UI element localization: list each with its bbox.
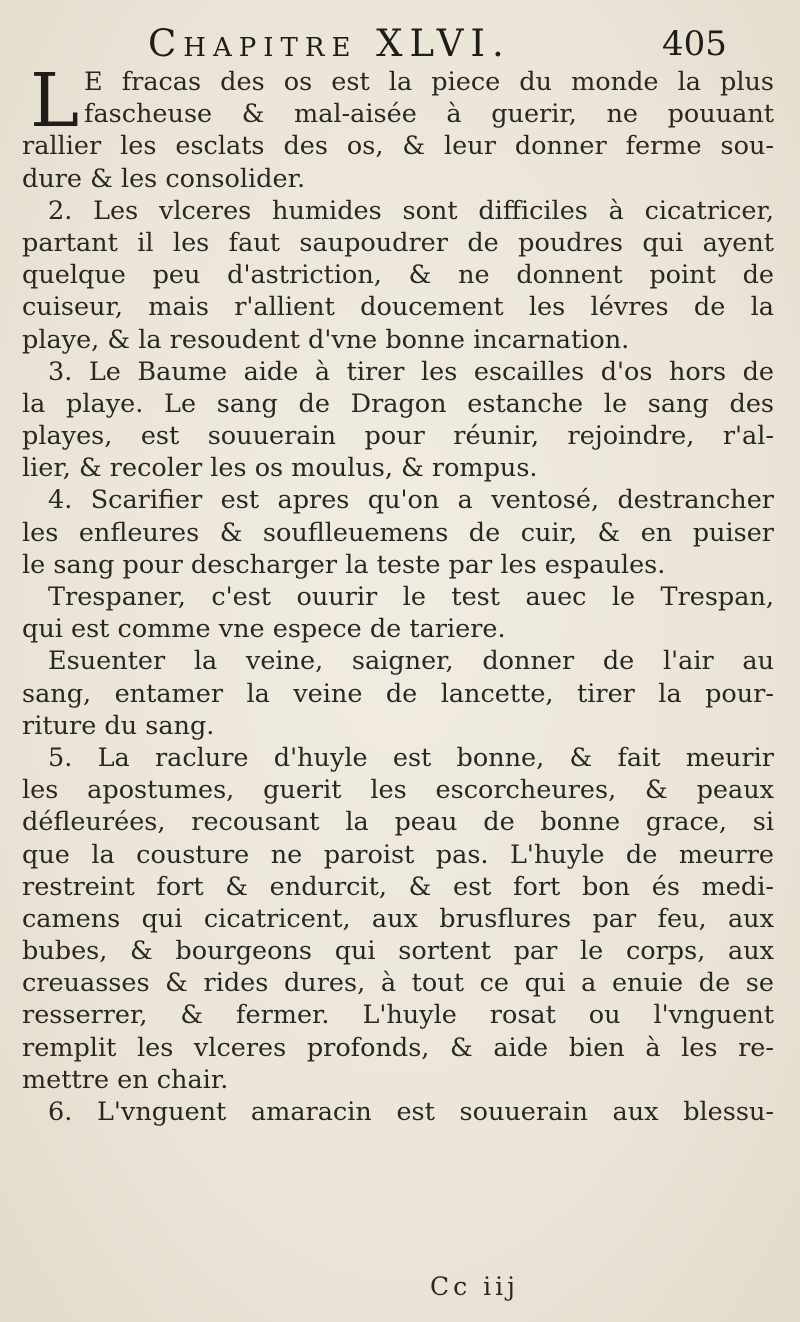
text-line: 4. Scarifier est apres qu'on a ventosé, destrancher	[48, 485, 774, 516]
text-line: 6. L'vnguent amaracin est souuerain aux blessu-	[48, 1097, 774, 1127]
page-header	[0, 22, 800, 66]
text-line: camens qui cicatricent, aux brusflures par feu, aux	[22, 903, 774, 934]
text-line: playe, & la resoudent d'vne bonne incarnation.	[22, 324, 630, 355]
signature-mark: Cc iij	[430, 1272, 519, 1301]
text-line: que la cousture ne paroist pas. L'huyle de meurre	[22, 839, 774, 870]
text-line: playes, est souuerain pour réunir, rejoindre, r'al-	[22, 421, 774, 452]
text-line: lier, & recoler les os moulus, & rompus.	[22, 453, 538, 484]
text-line: remplit les vlceres profonds, & aide bien à les re-	[22, 1032, 774, 1063]
text-line: cuiseur, mais r'allient doucement les lévres de la	[22, 292, 774, 323]
text-line: riture du sang.	[22, 710, 215, 741]
text-line: quelque peu d'astriction, & ne donnent point de	[22, 260, 774, 291]
text-line: rallier les esclats des os, & leur donner ferme sou-	[22, 131, 774, 162]
running-title: Chapitre XLVI.	[148, 22, 511, 65]
text-line: mettre en chair.	[22, 1064, 229, 1095]
text-line: bubes, & bourgeons qui sortent par le corps, aux	[22, 936, 774, 967]
text-line: défleurées, recousant la peau de bonne grace, si	[22, 807, 774, 838]
text-line: resserrer, & fermer. L'huyle rosat ou l'vnguent	[22, 1000, 774, 1031]
text-line: le sang pour descharger la teste par les espaules.	[22, 549, 666, 580]
body-text	[22, 58, 774, 1128]
text-line: Esuenter la veine, saigner, donner de l'air au	[48, 646, 774, 677]
text-line: Trespaner, c'est ouurir le test auec le Trespan,	[48, 582, 774, 612]
text-line: les apostumes, guerit les escorcheures, & peaux	[22, 775, 774, 806]
text-line: partant il les faut saupoudrer de poudres qui ayent	[22, 227, 774, 258]
page-number: 405	[662, 24, 727, 64]
text-line: 3. Le Baume aide à tirer les escailles d'os hors de	[48, 356, 774, 387]
text-line: E fracas des os est la piece du monde la plus	[84, 67, 774, 97]
text-line: 5. La raclure d'huyle est bonne, & fait meurir	[48, 742, 774, 773]
page-footer	[0, 1272, 800, 1308]
text-line: 2. Les vlceres humides sont difficiles à cicatricer,	[48, 195, 774, 226]
text-line: dure & les consolider.	[22, 163, 306, 194]
text-line: creuasses & rides dures, à tout ce qui a enuie de se	[22, 968, 774, 999]
text-line: les enfleures & souflleuemens de cuir, & en puiser	[22, 517, 774, 548]
text-line: fascheuse & mal-aisée à guerir, ne pouuant	[84, 99, 774, 130]
text-line: la playe. Le sang de Dragon estanche le sang des	[22, 388, 774, 419]
text-line: qui est comme vne espece de tariere.	[22, 614, 506, 645]
text-line: sang, entamer la veine de lancette, tirer la pour-	[22, 678, 774, 709]
drop-cap: L	[30, 58, 80, 144]
text-line: restreint fort & endurcit, & est fort bon és medi-	[22, 871, 774, 902]
